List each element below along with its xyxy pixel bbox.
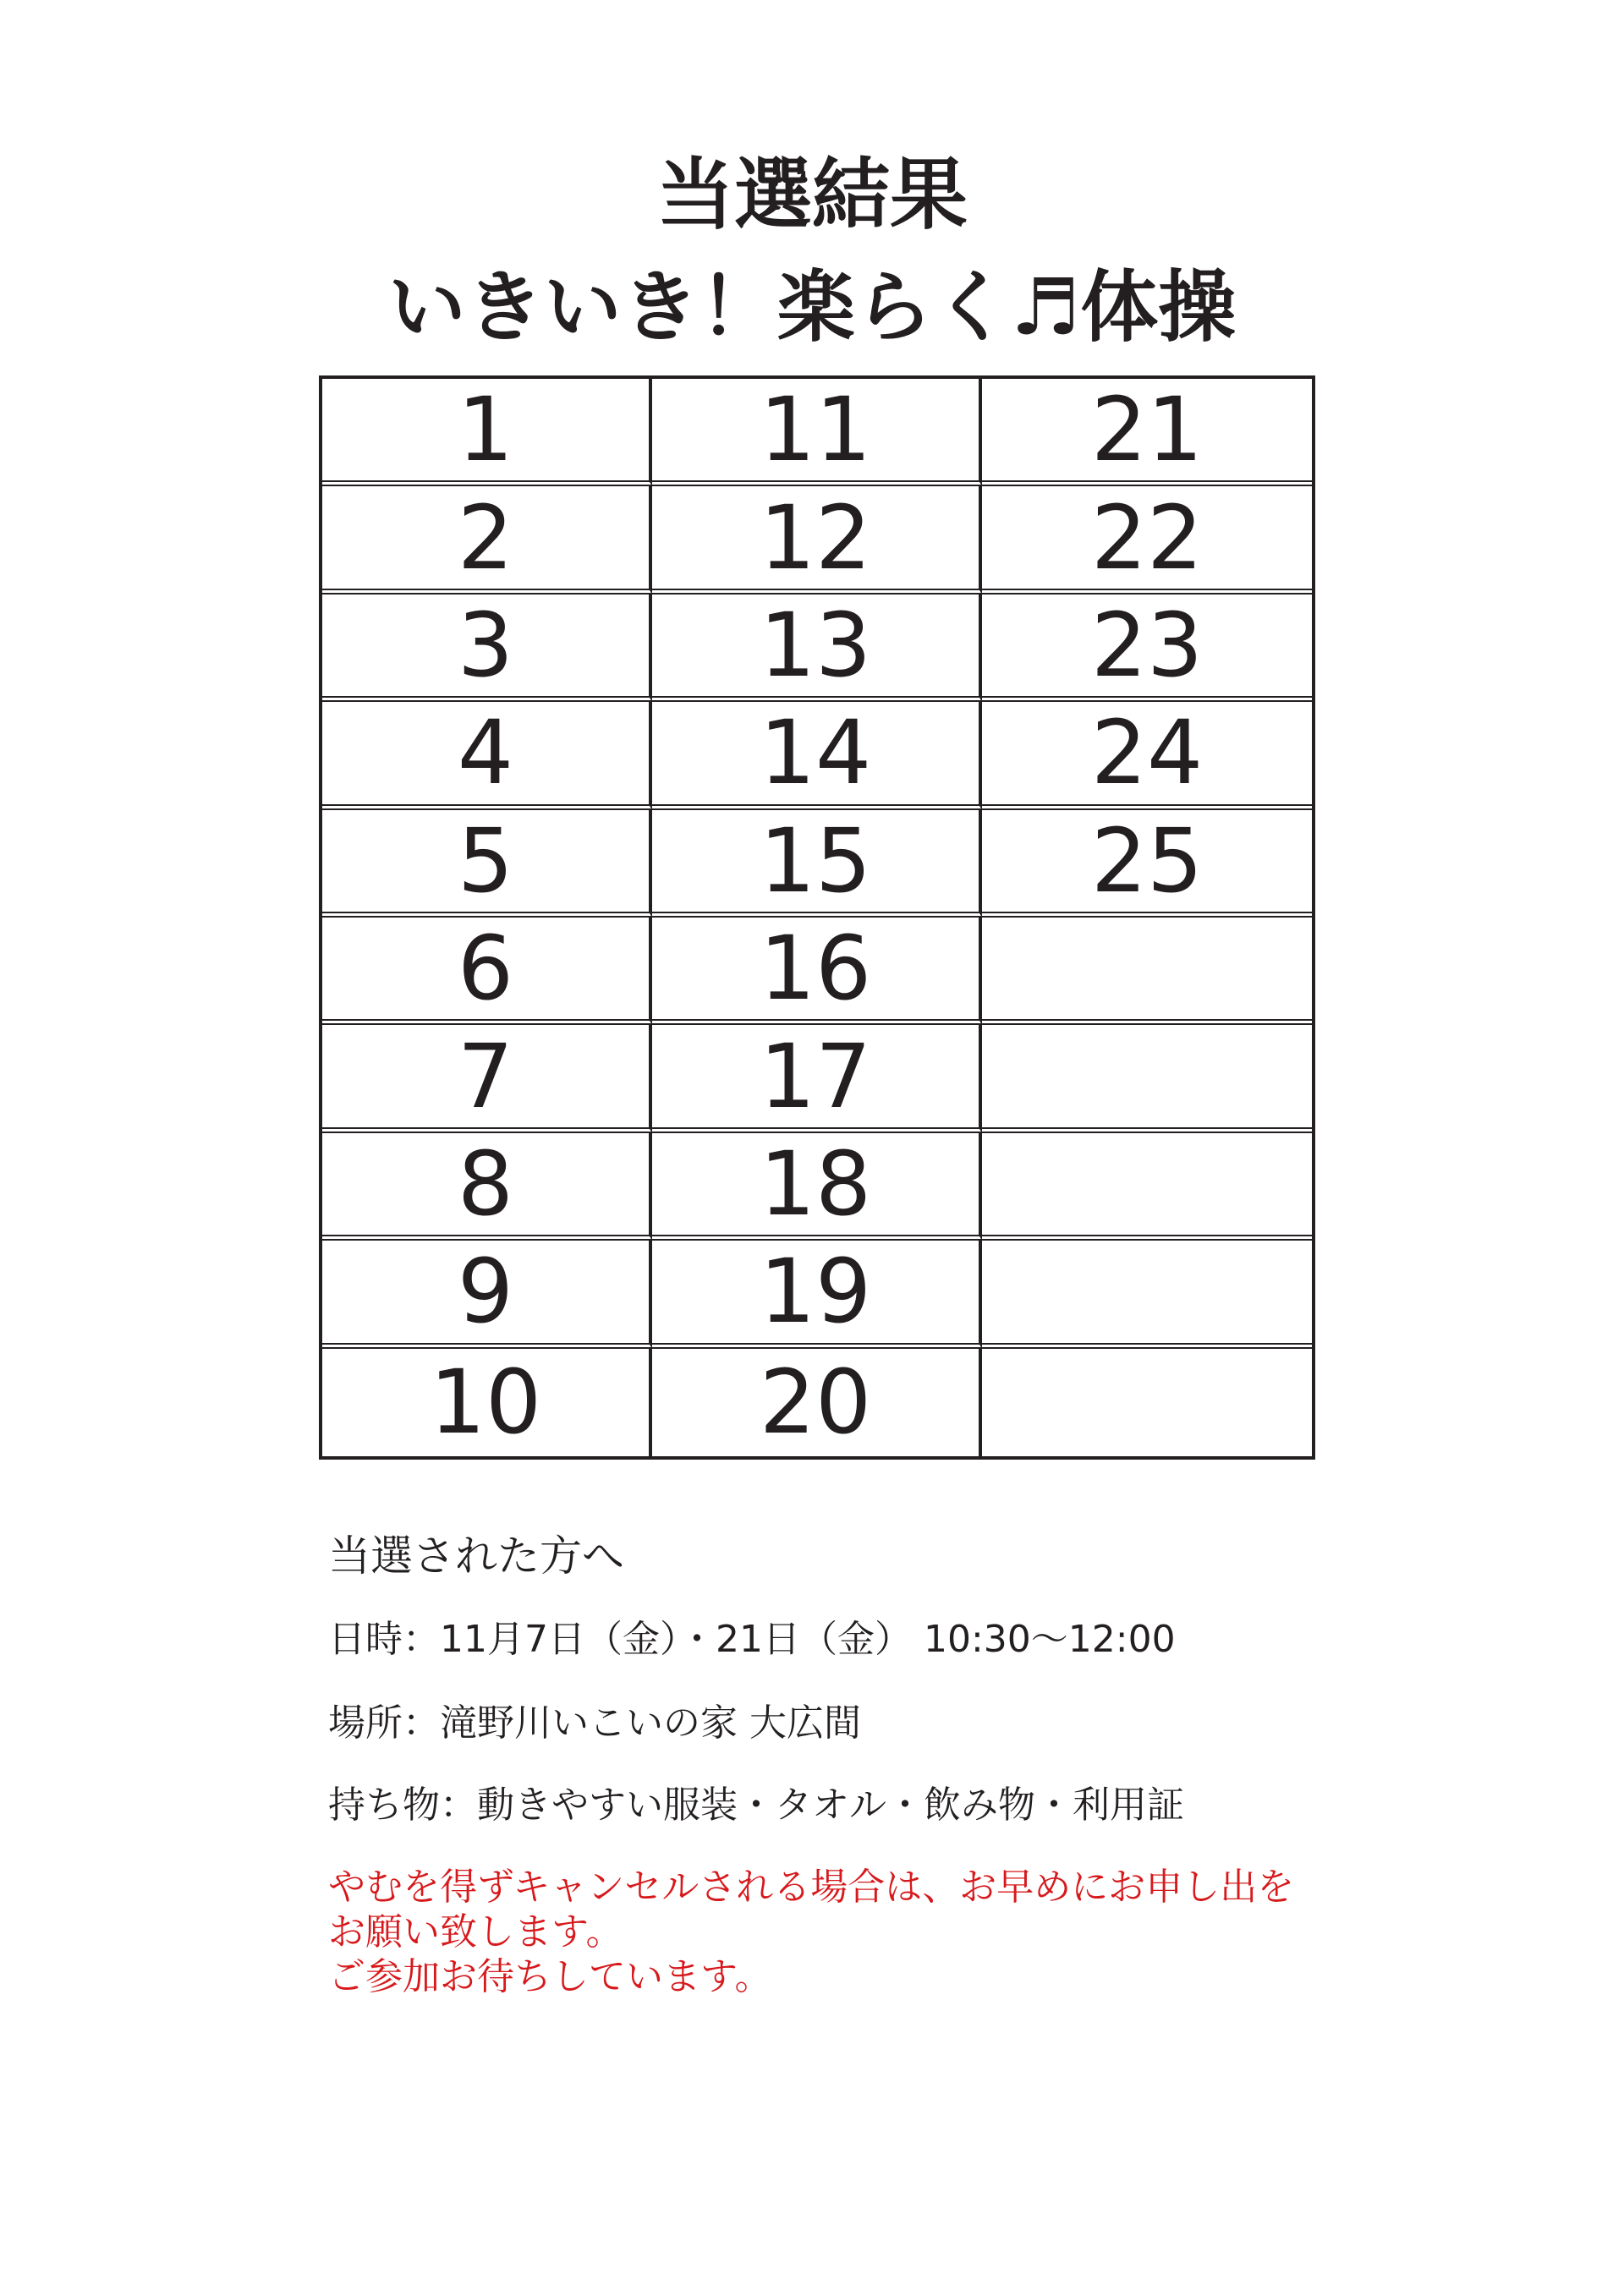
winner-number-cell: 24 — [982, 702, 1312, 809]
winner-number-cell: 3 — [322, 595, 652, 702]
winner-number-cell: 7 — [322, 1025, 652, 1132]
winner-number-cell — [982, 1349, 1312, 1456]
greeting-heading: 当選された方へ — [328, 1532, 624, 1581]
winner-number-cell: 10 — [322, 1349, 652, 1456]
winner-number-cell: 1 — [322, 379, 652, 486]
winner-number-table — [319, 375, 1315, 1460]
winner-number-cell: 17 — [652, 1025, 982, 1132]
winner-number-cell: 19 — [652, 1241, 982, 1348]
winner-number-cell: 21 — [982, 379, 1312, 486]
winner-number-cell: 23 — [982, 595, 1312, 702]
winner-number-cell: 4 — [322, 702, 652, 809]
winner-number-cell — [982, 1241, 1312, 1348]
datetime-text: 日時：11月7日（金）・21日（金） 10:30〜12:00 — [328, 1618, 1176, 1661]
winner-number-cell — [982, 918, 1312, 1025]
winner-number-cell: 6 — [322, 918, 652, 1025]
winner-number-cell: 11 — [652, 379, 982, 486]
notice-line: ご参加お待ちしています。 — [328, 1955, 772, 1998]
page-title: 当選結果 — [656, 150, 968, 240]
winner-number-cell: 14 — [652, 702, 982, 809]
winner-number-cell — [982, 1025, 1312, 1132]
items-text: 持ち物：動きやすい服装・タオル・飲み物・利用証 — [328, 1784, 1184, 1827]
winner-number-cell: 22 — [982, 486, 1312, 594]
winner-number-cell: 16 — [652, 918, 982, 1025]
notice-line: やむを得ずキャンセルされる場合は、お早めにお申し出を — [328, 1866, 1295, 1909]
winner-number-cell: 15 — [652, 810, 982, 918]
winner-number-cell: 9 — [322, 1241, 652, 1348]
winner-number-cell: 8 — [322, 1133, 652, 1241]
winner-number-cell: 13 — [652, 595, 982, 702]
winner-number-cell: 5 — [322, 810, 652, 918]
place-text: 場所：滝野川いこいの家 大広間 — [328, 1701, 861, 1745]
winner-number-cell: 25 — [982, 810, 1312, 918]
winner-number-cell — [982, 1133, 1312, 1241]
winner-number-cell: 2 — [322, 486, 652, 594]
winner-number-cell: 18 — [652, 1133, 982, 1241]
event-name: いきいき！楽らく♬体操 — [387, 262, 1237, 353]
notice-line: お願い致します。 — [328, 1910, 623, 1954]
winner-number-cell: 20 — [652, 1349, 982, 1456]
winner-number-cell: 12 — [652, 486, 982, 594]
